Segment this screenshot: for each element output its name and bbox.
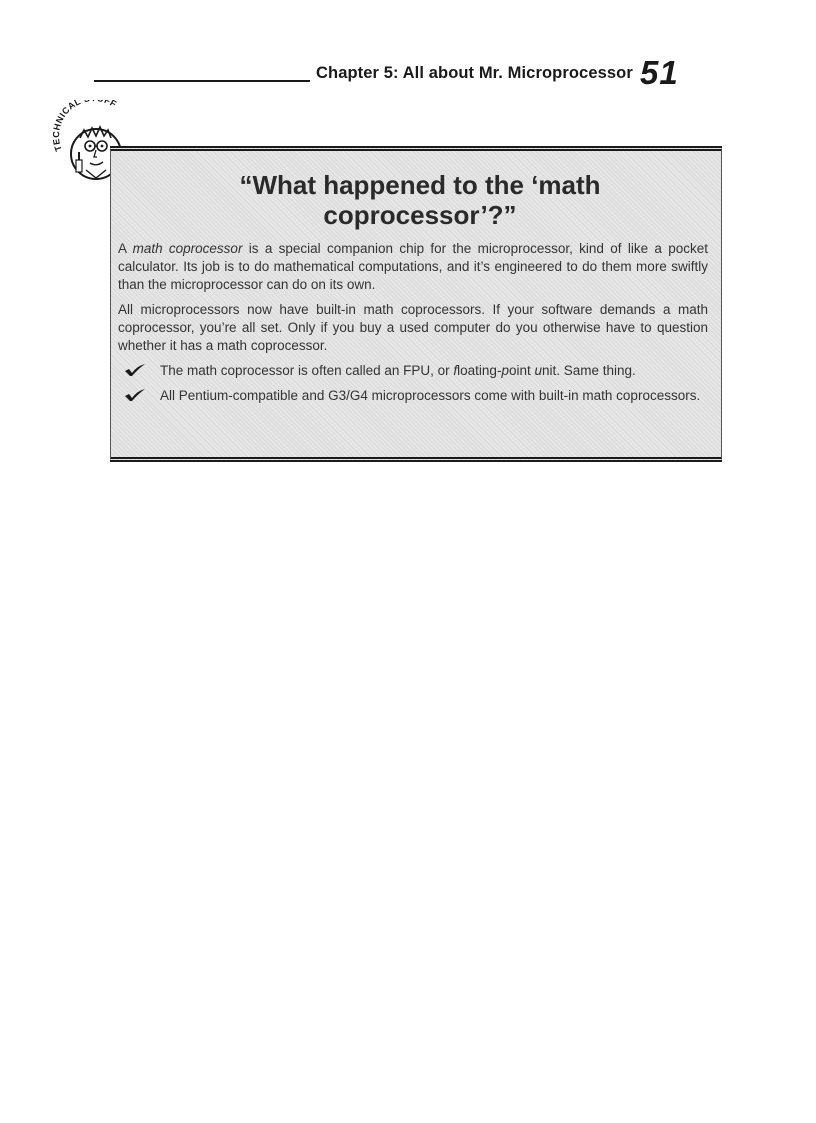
technical-sidebar (110, 146, 722, 462)
bullet-text: loating- (457, 363, 502, 378)
checkmark-icon (124, 363, 146, 377)
paragraph-math-coprocessor-definition (118, 240, 708, 294)
bullet-text: All Pentium-compatible and G3/G4 microprocessors come with built-in math coprocessors. (160, 388, 701, 403)
sidebar-title: “What happened to the ‘math coprocessor’?” (239, 170, 601, 230)
paragraph-text: is a special companion chip for the microprocessor, kind of like a pocket calculator. Its job is to do mathematical computations, and it’s engineered to do them more swiftly than the microprocessor can do on its own. (118, 241, 708, 292)
sidebar-body (118, 240, 708, 412)
checkmark-icon (124, 388, 146, 402)
bullet-text: The math coprocessor is often called an FPU, or (160, 363, 454, 378)
running-header (94, 56, 716, 90)
italic-letter: f (453, 363, 458, 378)
svg-text:TECHNICAL STUFF: TECHNICAL FF (50, 100, 119, 153)
bullet-item-fpu (118, 362, 708, 380)
chapter-title: Chapter 5: All about Mr. Microprocessor (316, 64, 633, 82)
bullet-list (118, 362, 708, 405)
header-rule (94, 80, 310, 82)
page-number: 51 (640, 54, 679, 91)
bullet-item-pentium (118, 387, 708, 405)
paragraph-text: A (118, 241, 133, 256)
bullet-text: nit. Same thing. (542, 363, 636, 378)
bullet-text: oint (508, 363, 535, 378)
italic-term: math coprocessor (132, 241, 243, 256)
paragraph-built-in-coprocessors: All microprocessors now have built-in math coprocessors. If your software demands a math coprocessor, you’re all set. Only if you buy a used computer do you otherwise have to question whether it has a math coprocessor. (118, 302, 708, 353)
italic-letter: p (501, 363, 509, 378)
italic-letter: u (534, 363, 542, 378)
